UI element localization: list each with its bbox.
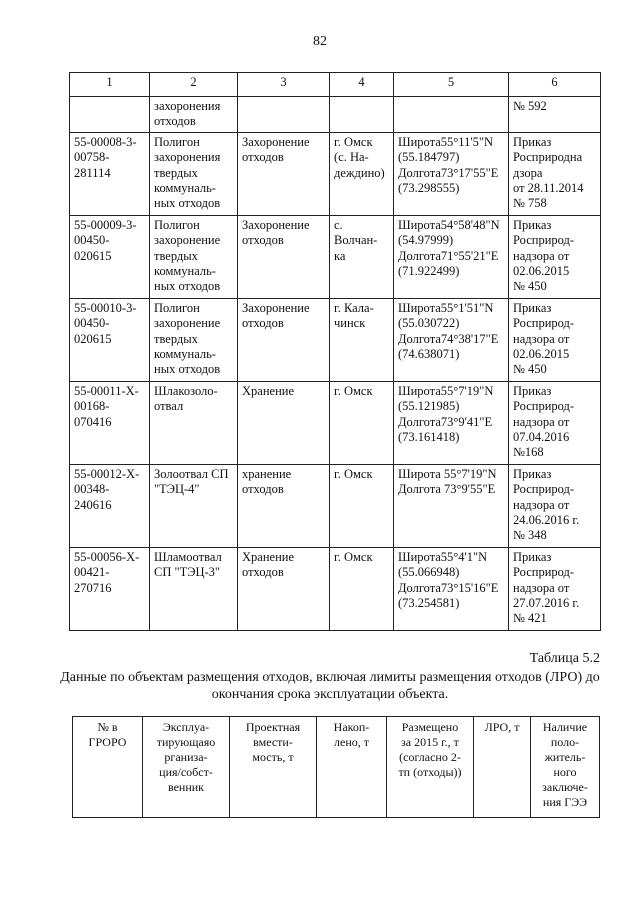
table-row — [70, 381, 601, 464]
page-number: 82 — [313, 34, 327, 49]
table-cell: Широта55°11'5"N (55.184797) Долгота73°17'55"E (73.298555) — [394, 132, 509, 215]
table-cell: Приказ Росприрод- надзора от 27.07.2016 г. № 421 — [509, 547, 601, 630]
header-cell: 6 — [509, 73, 601, 97]
table-cell: Полигон захоронения твердых коммуналь- ных отходов — [150, 132, 238, 215]
table-cell: Шлакозоло- отвал — [150, 381, 238, 464]
table-cell: Захоронение отходов — [238, 132, 330, 215]
table-cell: Приказ Росприрод- надзора от 02.06.2015 № 450 — [509, 298, 601, 381]
table-cell: Захоронение отходов — [238, 298, 330, 381]
header-cell: № в ГРОРО — [73, 717, 143, 818]
table-cell: г. Омск — [330, 381, 394, 464]
table-cell: 55-00008-3- 00758- 281114 — [70, 132, 150, 215]
header-cell: 3 — [238, 73, 330, 97]
table-cell: 55-00010-3- 00450- 020615 — [70, 298, 150, 381]
waste-objects-table — [69, 72, 601, 631]
header-cell: 2 — [150, 73, 238, 97]
table-cell — [70, 97, 150, 133]
table-cell: Широта55°7'19"N (55.121985) Долгота73°9'41"E (73.161418) — [394, 381, 509, 464]
table-header-row — [70, 73, 601, 97]
table-title: Данные по объектам размещения отходов, включая лимиты размещения отходов (ЛРО) до окончания срока эксплуатации объекта. — [60, 670, 600, 702]
table-cell: с. Волчан- ка — [330, 215, 394, 298]
table-row — [70, 215, 601, 298]
table-cell: 55-00011-Х- 00168- 070416 — [70, 381, 150, 464]
header-cell: Проектная вмести- мость, т — [230, 717, 317, 818]
table-cell: захоронения отходов — [150, 97, 238, 133]
table-cell: Широта55°1'51"N (55.030722) Долгота74°38'17"E (74.638071) — [394, 298, 509, 381]
table-cell: Хранение отходов — [238, 547, 330, 630]
table-header-row — [73, 717, 600, 818]
table-cell: Приказ Росприрод- надзора от 07.04.2016 №168 — [509, 381, 601, 464]
table-cell: хранение отходов — [238, 464, 330, 547]
header-cell: Эксплуа- тирующаяо рганиза- ция/собст- венник — [143, 717, 230, 818]
table-cell: Полигон захоронение твердых коммуналь- ных отходов — [150, 215, 238, 298]
table-row — [70, 547, 601, 630]
table-cell: Широта54°58'48"N (54.97999) Долгота71°55'21"E (71.922499) — [394, 215, 509, 298]
table-cell: Золоотвал СП "ТЭЦ-4" — [150, 464, 238, 547]
table-cell: Широта55°4'1"N (55.066948) Долгота73°15'16"E (73.254581) — [394, 547, 509, 630]
table-cell: Приказ Росприродна дзора от 28.11.2014 № 758 — [509, 132, 601, 215]
header-cell: Размещено за 2015 г., т (согласно 2- тп (отходы)) — [387, 717, 474, 818]
table-cell: г. Омск (с. На- деждино) — [330, 132, 394, 215]
table-cell: 55-00009-3- 00450- 020615 — [70, 215, 150, 298]
table-cell — [330, 97, 394, 133]
header-cell: Накоп- лено, т — [317, 717, 387, 818]
table-cell — [238, 97, 330, 133]
table-cell: г. Кала- чинск — [330, 298, 394, 381]
table-cell: Широта 55°7'19"N Долгота 73°9'55"E — [394, 464, 509, 547]
header-cell: 5 — [394, 73, 509, 97]
table-cell: Приказ Росприрод- надзора от 24.06.2016 г. № 348 — [509, 464, 601, 547]
table-cell: 55-00012-Х- 00348- 240616 — [70, 464, 150, 547]
header-cell: 1 — [70, 73, 150, 97]
header-cell: ЛРО, т — [474, 717, 531, 818]
table-row — [70, 97, 601, 133]
table-cell: Приказ Росприрод- надзора от 02.06.2015 № 450 — [509, 215, 601, 298]
table-row — [70, 464, 601, 547]
table-cell: г. Омск — [330, 547, 394, 630]
table-row — [70, 132, 601, 215]
table-cell: № 592 — [509, 97, 601, 133]
table-cell: 55-00056-Х- 00421- 270716 — [70, 547, 150, 630]
table-row — [70, 298, 601, 381]
table-cell: Полигон захоронение твердых коммуналь- ных отходов — [150, 298, 238, 381]
header-cell: Наличие поло- житель- ного заключе- ния ГЭЭ — [531, 717, 600, 818]
table-cell: г. Омск — [330, 464, 394, 547]
table-label: Таблица 5.2 — [529, 651, 600, 666]
table-cell: Хранение — [238, 381, 330, 464]
header-cell: 4 — [330, 73, 394, 97]
table-cell: Захоронение отходов — [238, 215, 330, 298]
table-cell: Шламоотвал СП "ТЭЦ-3" — [150, 547, 238, 630]
table-cell — [394, 97, 509, 133]
waste-limits-table — [72, 716, 600, 818]
